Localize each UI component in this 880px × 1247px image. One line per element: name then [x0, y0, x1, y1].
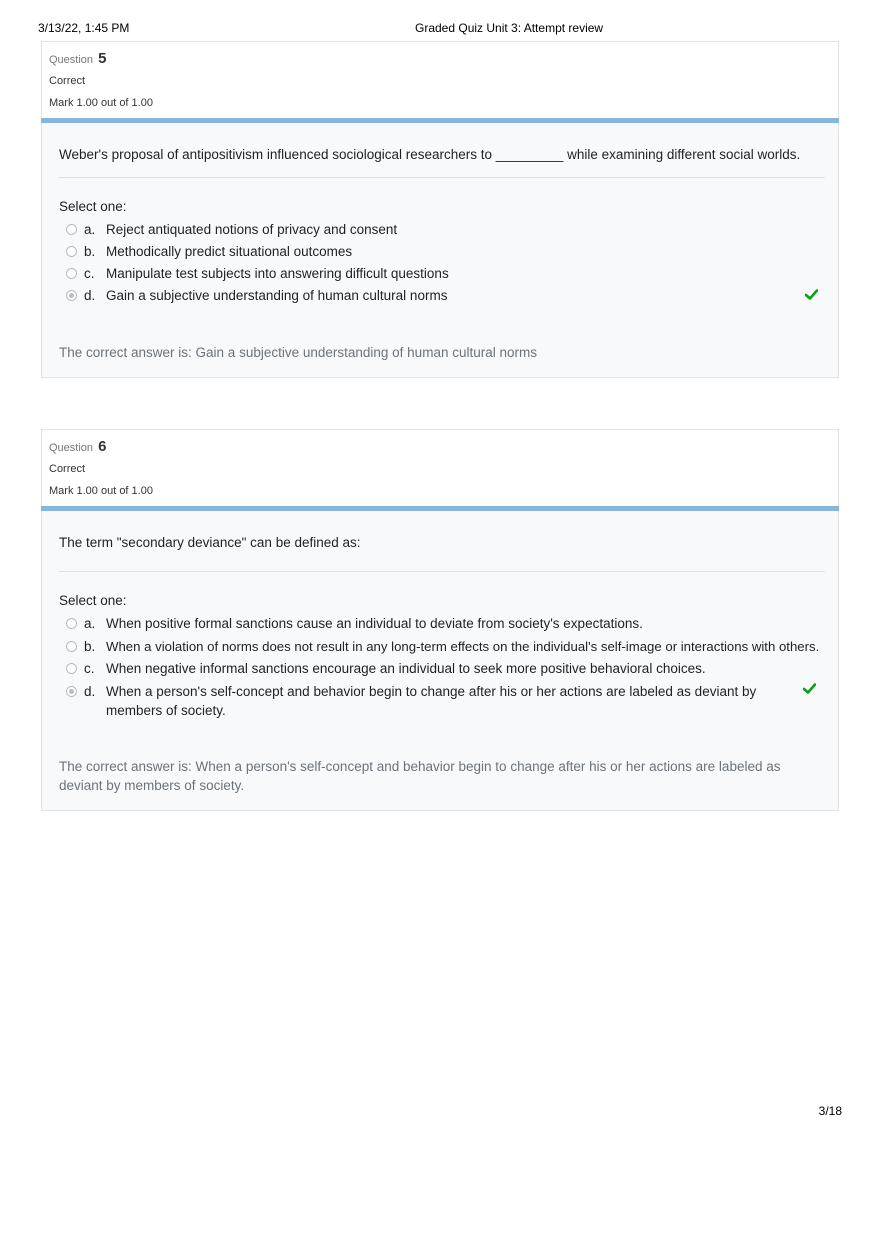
question-grade: Mark 1.00 out of 1.00 — [49, 97, 153, 109]
question-grade: Mark 1.00 out of 1.00 — [49, 485, 153, 497]
question-formulation — [42, 511, 838, 810]
option-b-letter: b. — [84, 639, 96, 654]
page-number: 3/18 — [818, 1104, 842, 1118]
question-info — [42, 430, 838, 506]
question-6-card — [41, 429, 839, 811]
option-d-label[interactable]: Gain a subjective understanding of human cultural norms — [106, 288, 448, 303]
option-c-radio[interactable] — [66, 268, 77, 279]
select-one-prompt: Select one: — [59, 593, 127, 608]
question-text: Weber's proposal of antipositivism influenced sociological researchers to _________ while examining different social worlds. — [59, 147, 801, 162]
option-d-label[interactable]: When a person's self-concept and behavior begin to change after his or her actions are labeled as deviant by members of society. — [106, 684, 757, 718]
question-divider — [59, 571, 825, 572]
option-d-letter: d. — [84, 288, 96, 303]
option-c-radio[interactable] — [66, 663, 77, 674]
question-label: Question — [49, 54, 94, 66]
option-a-letter: a. — [84, 616, 96, 631]
option-a-label[interactable]: When positive formal sanctions cause an individual to deviate from society's expectations. — [106, 616, 643, 631]
option-a-radio[interactable] — [66, 224, 77, 235]
option-a-letter: a. — [84, 222, 96, 237]
correct-check-icon — [803, 683, 816, 694]
option-d-radio-selected[interactable] — [66, 290, 77, 301]
option-a-radio[interactable] — [66, 618, 77, 629]
select-one-prompt: Select one: — [59, 199, 127, 214]
option-c-letter: c. — [84, 661, 95, 676]
print-header — [0, 21, 880, 37]
question-number-line — [49, 438, 106, 455]
option-c-label[interactable]: Manipulate test subjects into answering difficult questions — [106, 266, 449, 281]
question-label: Question — [49, 442, 94, 454]
option-a-label[interactable]: Reject antiquated notions of privacy and consent — [106, 222, 398, 237]
option-b-radio[interactable] — [66, 246, 77, 257]
option-c-letter: c. — [84, 266, 95, 281]
question-number-line — [49, 50, 106, 67]
question-state: Correct — [49, 463, 86, 475]
right-answer-feedback: The correct answer is: When a person's self-concept and behavior begin to change after his or her actions are labeled as deviant by members of society. — [59, 759, 781, 793]
question-5-card — [41, 41, 839, 378]
option-b-letter: b. — [84, 244, 96, 259]
option-b-label[interactable]: Methodically predict situational outcomes — [106, 244, 353, 259]
correct-check-icon — [805, 289, 818, 300]
question-number: 5 — [98, 50, 107, 67]
option-b-radio[interactable] — [66, 641, 77, 652]
question-number: 6 — [98, 438, 107, 455]
option-c-label[interactable]: When negative informal sanctions encourage an individual to seek more positive behavioral choices. — [106, 661, 706, 676]
print-title: Graded Quiz Unit 3: Attempt review — [415, 21, 604, 35]
option-d-radio-selected[interactable] — [66, 686, 77, 697]
option-d-letter: d. — [84, 684, 96, 699]
question-formulation — [42, 123, 838, 377]
print-date: 3/13/22, 1:45 PM — [38, 21, 130, 35]
question-info — [42, 42, 838, 118]
question-state: Correct — [49, 75, 86, 87]
right-answer-feedback: The correct answer is: Gain a subjective understanding of human cultural norms — [59, 345, 537, 360]
question-divider — [59, 177, 825, 178]
option-b-label[interactable]: When a violation of norms does not result in any long-term effects on the individual's self-image or interactions with others. — [106, 639, 820, 654]
question-text: The term "secondary deviance" can be defined as: — [59, 535, 361, 550]
